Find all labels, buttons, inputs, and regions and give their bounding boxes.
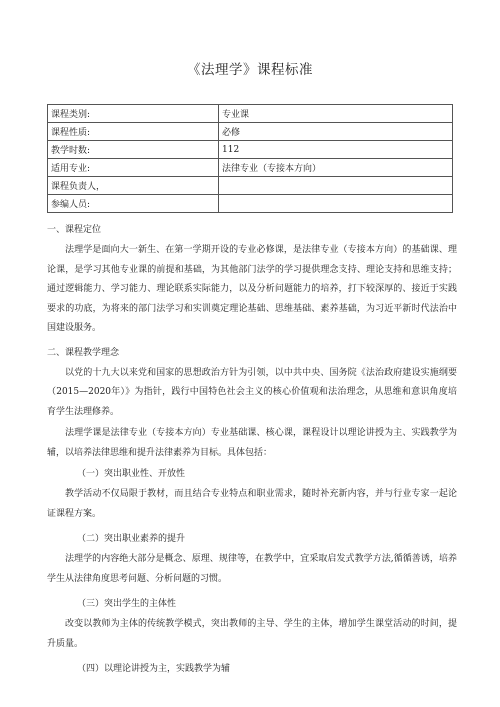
row-label: 课程类别: — [48, 105, 219, 123]
subheading-theory-practice: （四）以理论讲授为主，实践教学为辅 — [77, 664, 231, 674]
row-label: 教学时数: — [48, 141, 219, 159]
subheading-vocational: （一）突出职业性、开放性 — [77, 469, 186, 479]
document-body — [47, 222, 457, 678]
row-value: 112 — [219, 141, 453, 159]
paragraph-guidance: 以党的十九大以来党和国家的思想政治方针为引领，以中共中央、国务院《法治政府建设实施纲要（2015—2020年）》为指针，践行中国特色社会主义的核心价值观和法治理念，从思维和意识角度培育学生法理修养。 — [47, 367, 457, 417]
table-row — [48, 159, 453, 177]
row-label: 课程性质: — [48, 123, 219, 141]
paragraph-professional-quality: 法理学的内容绝大部分是概念、原理、规律等，在教学中，宜采取启发式教学方法,循循善诱，培养学生从法律角度思考问题、分析问题的习惯。 — [47, 554, 457, 584]
table-row — [48, 177, 453, 195]
table-row — [48, 105, 453, 123]
subheading-student-centered: （三）突出学生的主体性 — [77, 599, 177, 609]
row-label: 适用专业: — [48, 159, 219, 177]
section-heading-positioning: 一、课程定位 — [47, 225, 102, 235]
paragraph-student-centered: 改变以教师为主体的传统教学模式，突出教师的主导、学生的主体，增加学生课堂活动的时间，提升质量。 — [47, 619, 457, 649]
row-value: 法律专业（专接本方向） — [219, 159, 453, 177]
paragraph-positioning: 法理学是面向大一新生、在第一学期开设的专业必修课，是法律专业（专接本方向）的基础课、理论课，是学习其他专业课的前提和基础，为其他部门法学的学习提供理念支持、理论支持和思维支持；通过逻辑能力、学习能力、理论联系实际能力，以及分析问题能力的培养，打下较深厚的、接近于实践要求的功底，为将来的部门法学习和实训奠定理论基础、思维基础、素养基础，为习近平新时代法治中国建设服务。 — [47, 245, 457, 333]
row-value — [219, 177, 453, 195]
table-row — [48, 123, 453, 141]
course-info-table — [47, 104, 453, 213]
paragraph-course-design: 法理学课是法律专业（专接本方向）专业基础课、核心课，课程设计以理论讲授为主、实践教学为辅，以培养法律思维和提升法律素养为目标。具体包括： — [47, 428, 457, 458]
row-value: 必修 — [219, 123, 453, 141]
row-value — [219, 195, 453, 213]
table-row — [48, 141, 453, 159]
row-label: 课程负责人， — [48, 177, 219, 195]
document-title: 《法理学》课程标准 — [187, 62, 313, 78]
row-value: 专业课 — [219, 105, 453, 123]
row-label: 参编人员: — [48, 195, 219, 213]
section-heading-teaching-philosophy: 二、课程教学理念 — [47, 347, 120, 358]
paragraph-vocational: 教学活动不仅局限于教材，而且结合专业特点和职业需求，随时补充新内容，并与行业专家一起论证课程方案。 — [47, 489, 457, 519]
table-row — [48, 195, 453, 213]
subheading-professional-quality: （二）突出职业素养的提升 — [77, 534, 186, 544]
